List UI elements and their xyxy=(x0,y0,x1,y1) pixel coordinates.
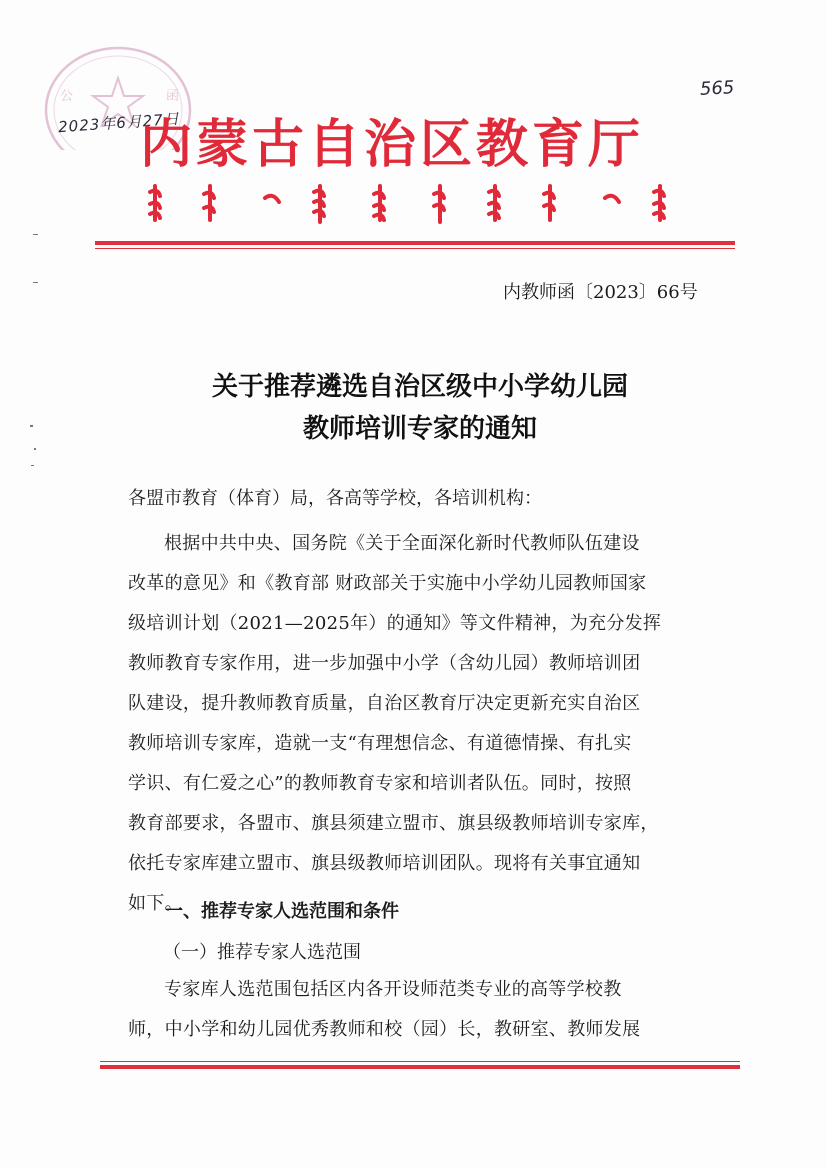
body-line: 依托专家库建立盟市、旗县级教师培训团队。现将有关事宜通知 xyxy=(128,853,641,874)
title-line-1: 关于推荐遴选自治区级中小学幼儿园 xyxy=(211,372,628,402)
section-paragraph xyxy=(128,970,728,1050)
body-line: 教师教育专家作用，进一步加强中小学（含幼儿园）教师培训团 xyxy=(128,653,641,674)
body-line: 如下。 xyxy=(128,893,183,914)
section-heading: 一、推荐专家人选范围和条件 xyxy=(165,901,399,922)
body-line: 教师培训专家库，造就一支“有理想信念、有道德情操、有扎实 xyxy=(128,733,632,754)
section-subheading: （一）推荐专家人选范围 xyxy=(163,942,361,963)
scan-speck xyxy=(30,425,33,427)
handwritten-date: 2023年6月27日 xyxy=(57,109,181,137)
svg-text:公: 公 xyxy=(60,89,74,104)
body-line: 根据中共中央、国务院《关于全面深化新时代教师队伍建设 xyxy=(164,533,640,554)
scan-speck xyxy=(31,465,34,466)
scan-speck xyxy=(33,282,38,283)
salutation: 各盟市教育（体育）局，各高等学校，各培训机构： xyxy=(128,488,542,509)
body-line: 教育部要求，各盟市、旗县须建立盟市、旗县级教师培训专家库， xyxy=(128,813,659,834)
document-title xyxy=(100,366,740,450)
body-line: 改革的意见》和《教育部 财政部关于实施中小学幼儿园教师国家 xyxy=(128,573,647,594)
body-line: 队建设，提升教师教育质量，自治区教育厅决定更新充实自治区 xyxy=(128,693,641,714)
body-line: 师，中小学和幼儿园优秀教师和校（园）长，教研室、教师发展 xyxy=(128,1019,641,1040)
document-number: 内教师函〔2023〕66号 xyxy=(503,282,698,303)
body-line: 专家库人选范围包括区内各开设师范类专业的高等学校教 xyxy=(164,979,622,1000)
header-rule-thick xyxy=(95,241,735,245)
scan-speck xyxy=(33,234,38,235)
svg-text:函: 函 xyxy=(166,89,180,104)
body-line: 学识、有仁爱之心”的教师教育专家和培训者队伍。同时，按照 xyxy=(128,773,632,794)
footer-rule-thick xyxy=(100,1065,740,1069)
body-paragraph xyxy=(128,524,728,924)
handwritten-number: 565 xyxy=(699,77,735,100)
body-line: 级培训计划（2021—2025年）的通知》等文件精神，为充分发挥 xyxy=(128,613,662,634)
letterhead-title: 内蒙古自治区教育厅 xyxy=(140,114,645,175)
scan-speck xyxy=(34,448,36,450)
header-rule-thin xyxy=(95,248,735,249)
footer-rule-thin xyxy=(100,1061,740,1062)
mongolian-script-logo xyxy=(140,178,690,228)
title-line-2: 教师培训专家的通知 xyxy=(302,414,537,444)
